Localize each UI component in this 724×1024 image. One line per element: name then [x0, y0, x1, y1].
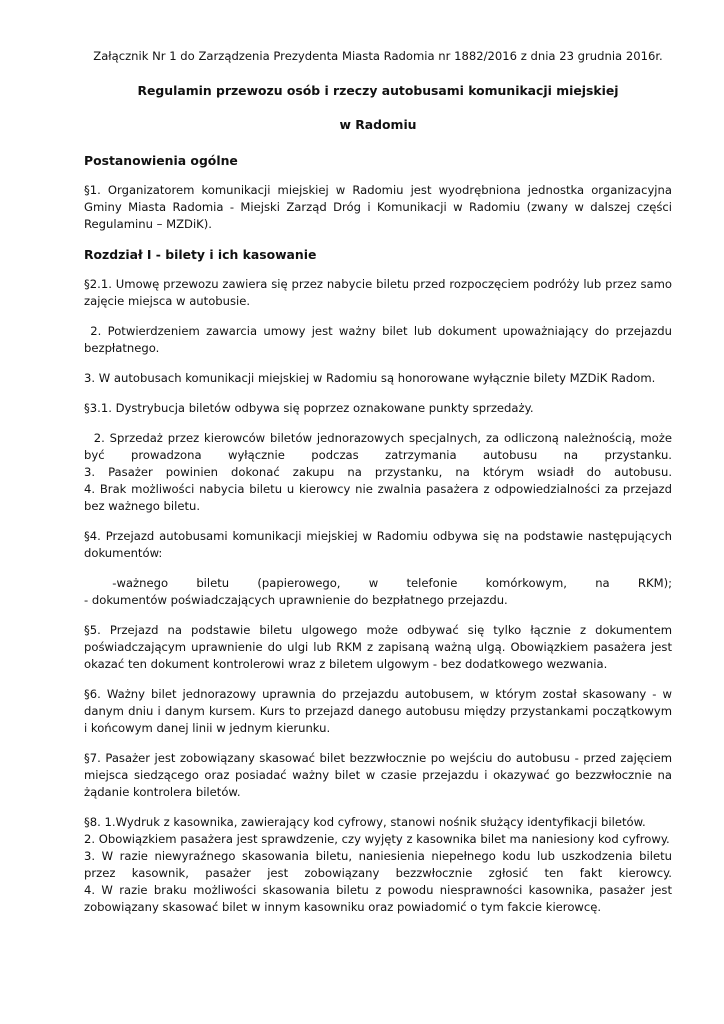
paragraph-s3-4: 4. Brak możliwości nabycia biletu u kierowcy nie zwalnia pasażera z odpowiedzialności za przejazd bez ważnego biletu. [84, 482, 672, 513]
paragraph-s8-block [84, 814, 672, 916]
paragraph-s2-3: 3. W autobusach komunikacji miejskiej w Radomiu są honorowane wyłącznie bilety MZDiK Radom. [84, 371, 656, 385]
paragraph-s1: §1. Organizatorem komunikacji miejskiej w Radomiu jest wyodrębniona jednostka organizacyjna Gminy Miasta Radomia - Miejski Zarząd Dróg i Komunikacji w Radomiu (zwany w dalszej części Regulaminu – MZDiK). [84, 183, 672, 231]
paragraph-s8-3: 3. W razie niewyraźnego skasowania biletu, naniesienia niepełnego kodu lub uszkodzenia biletu przez kasownik, pasażer jest zobowiązany bezzwłocznie zgłosić ten fakt kierowcy. [84, 849, 672, 880]
document-title-line2: w Radomiu [339, 117, 417, 132]
paragraph-s3-3: 3. Pasażer powinien dokonać zakupu na przystanku, na którym wsiadł do autobusu. [84, 465, 672, 479]
paragraph-s8-1: §8. 1.Wydruk z kasownika, zawierający kod cyfrowy, stanowi nośnik służący identyfikacji biletów. [84, 815, 646, 829]
paragraph-s4: §4. Przejazd autobusami komunikacji miejskiej w Radomiu odbywa się na podstawie następujących dokumentów: [84, 529, 672, 560]
paragraph-s6: §6. Ważny bilet jednorazowy uprawnia do przejazdu autobusem, w którym został skasowany - w danym dniu i danym kursem. Kurs to przejazd danego autobusu między przystankami początkowym i końcowym danej linii w jednym kierunku. [84, 687, 672, 735]
document-title-line1: Regulamin przewozu osób i rzeczy autobusami komunikacji miejskiej [137, 83, 619, 98]
paragraph-s2-2: 2. Potwierdzeniem zawarcia umowy jest ważny bilet lub dokument upoważniający do przejazdu bezpłatnego. [84, 324, 676, 355]
paragraph-s4-list [84, 575, 672, 609]
paragraph-s8-2: 2. Obowiązkiem pasażera jest sprawdzenie, czy wyjęty z kasownika bilet ma naniesiony kod cyfrowy. [84, 832, 670, 846]
paragraph-s3-1: §3.1. Dystrybucja biletów odbywa się poprzez oznakowane punkty sprzedaży. [84, 401, 534, 415]
paragraph-s8-4: 4. W razie braku możliwości skasowania biletu z powodu niesprawności kasownika, pasażer jest zobowiązany skasować bilet w innym kasowniku oraz powiadomić o tym fakcie kierowcę. [84, 883, 672, 914]
list-item-documents: - dokumentów poświadczających uprawnienie do bezpłatnego przejazdu. [84, 593, 508, 607]
paragraph-s5: §5. Przejazd na podstawie biletu ulgowego może odbywać się tylko łącznie z dokumentem poświadczającym uprawnienie do ulgi lub RKM z zapisaną ważną ulgą. Obowiązkiem pasażera jest okazać ten dokument kontrolerowi wraz z biletem ulgowym - bez dodatkowego wezwania. [84, 623, 672, 671]
paragraph-s3-block [84, 430, 676, 515]
paragraph-s2-1: §2.1. Umowę przewozu zawiera się przez nabycie biletu przed rozpoczęciem podróży lub przez samo zajęcie miejsca w autobusie. [84, 277, 672, 308]
section-heading-tickets: Rozdział I - bilety i ich kasowanie [84, 247, 317, 262]
paragraph-s3-2: 2. Sprzedaż przez kierowców biletów jednorazowych specjalnych, za odliczoną należnością, może być prowadzona wyłącznie podczas zatrzymania autobusu na przystanku. [84, 431, 676, 462]
section-heading-general: Postanowienia ogólne [84, 153, 238, 168]
attachment-header: Załącznik Nr 1 do Zarządzenia Prezydenta Miasta Radomia nr 1882/2016 z dnia 23 grudnia 2016r. [93, 49, 663, 63]
paragraph-s7: §7. Pasażer jest zobowiązany skasować bilet bezzwłocznie po wejściu do autobusu - przed zajęciem miejsca siedzącego oraz posiadać ważny bilet w czasie przejazdu i okazywać go bezzwłocznie na żądanie kontrolera biletów. [84, 751, 672, 799]
list-item-ticket: -ważnego biletu (papierowego, w telefonie komórkowym, na RKM); [84, 576, 672, 590]
